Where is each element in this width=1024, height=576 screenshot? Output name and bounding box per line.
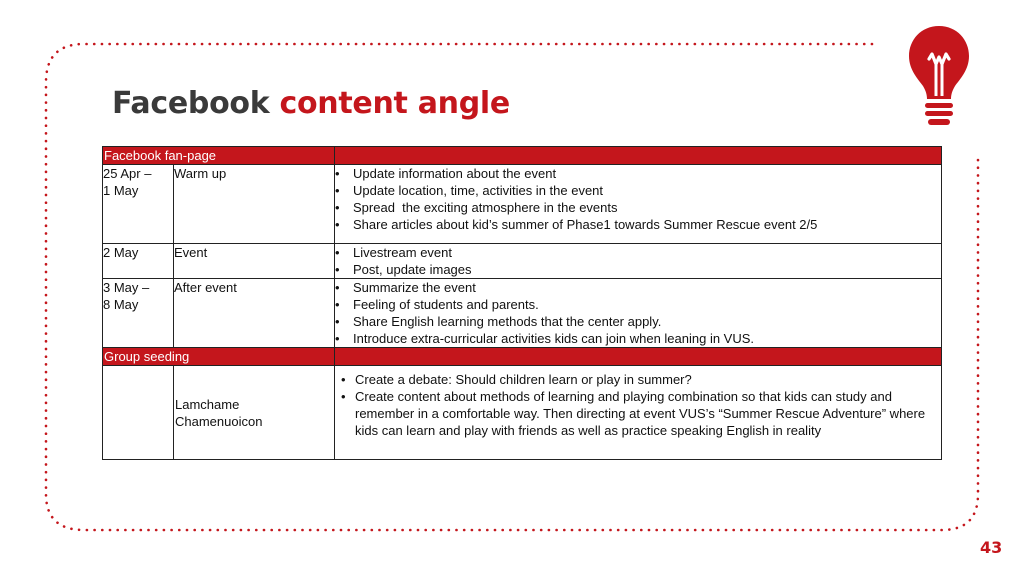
list-item: • Spread the exciting atmosphere in the events (353, 199, 941, 216)
list-item: • Introduce extra-curricular activities kids can join when leaning in VUS. (353, 330, 941, 347)
list-item: • Update location, time, activities in the event (353, 182, 941, 199)
list-item: • Update information about the event (353, 165, 941, 182)
table-row (103, 366, 942, 460)
date-cell (103, 366, 174, 460)
list-item: • Share English learning methods that the center apply. (353, 313, 941, 330)
date-cell: 2 May (103, 244, 174, 279)
list-item: • Livestream event (353, 244, 941, 261)
list-item: • Create content about methods of learning and playing combination so that kids can study and remember in a comfortable way. Then directing at event VUS’s “Summer Rescue Adventure” where kids can learn and play with friends as well as practice speaking English in reality (355, 388, 933, 439)
phase-cell: Lamchame Chamenuoicon (174, 366, 335, 460)
list-item: • Create a debate: Should children learn or play in summer? (355, 371, 933, 388)
activity-list (335, 279, 941, 347)
table-row (103, 279, 942, 348)
table-row (103, 244, 942, 279)
lightbulb-icon (906, 24, 972, 128)
phase-cell: After event (174, 279, 335, 348)
section-header-group-seeding (103, 348, 942, 366)
title-part-1: Facebook (112, 86, 270, 121)
phase-cell: Event (174, 244, 335, 279)
activities-cell (335, 244, 942, 279)
table-row (103, 165, 942, 244)
activities-cell (335, 279, 942, 348)
activity-list (335, 244, 941, 278)
date-cell: 3 May – 8 May (103, 279, 174, 348)
section-label: Facebook fan-page (103, 147, 335, 165)
title-part-2: content angle (279, 86, 510, 121)
page-number: 43 (980, 538, 1003, 557)
section-label: Group seeding (103, 348, 335, 366)
list-item: • Feeling of students and parents. (353, 296, 941, 313)
content-angle-table (102, 146, 942, 460)
section-header-facebook-fanpage (103, 147, 942, 165)
date-cell: 25 Apr – 1 May (103, 165, 174, 244)
list-item: • Post, update images (353, 261, 941, 278)
activity-list (341, 371, 933, 439)
phase-cell: Warm up (174, 165, 335, 244)
activities-cell (335, 366, 942, 460)
list-item: • Summarize the event (353, 279, 941, 296)
list-item: • Share articles about kid’s summer of Phase1 towards Summer Rescue event 2/5 (353, 216, 941, 233)
activity-list (335, 165, 941, 233)
page-title (112, 86, 510, 121)
activities-cell (335, 165, 942, 244)
